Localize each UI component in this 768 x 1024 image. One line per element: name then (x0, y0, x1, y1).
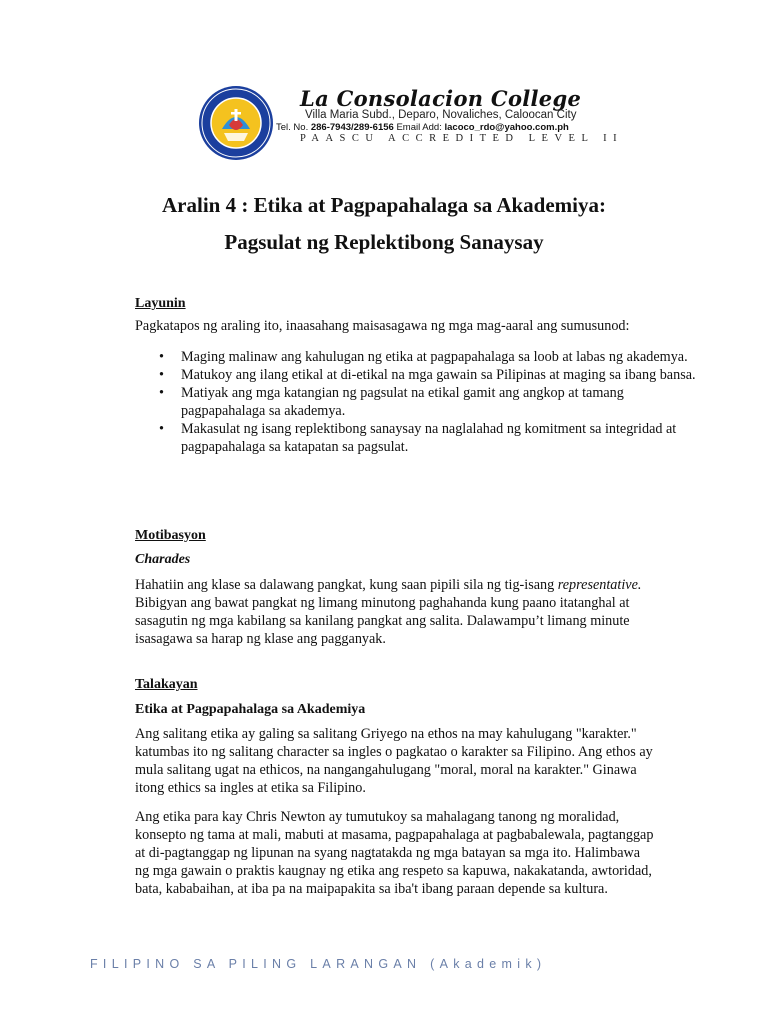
tel-number: 286-7943/289-6156 (310, 122, 394, 133)
charades-subheading: Charades (135, 552, 191, 567)
layunin-intro: Pagkatapos ng araling ito, inaasahang maisasagawa ng mga mag-aaral ang sumusunod: (135, 318, 630, 334)
talakayan-paragraph-1: Ang salitang etika ay galing sa salitang Griyego na ethos na may kahulugang "karakter." katumbas ito ng salitang character sa ingles o pagkatao o karakter sa Filipino. Ang ethos ay mula salitang ugat na ethicos, na nangangahulugang "moral, moral na karakter." Ginawa itong ethics sa ingles at etika sa Filipino. (135, 726, 653, 796)
lesson-title: Aralin 4 : Etika at Pagpapahalaga sa Akademiya: (162, 193, 606, 217)
representative-word: representative. (557, 577, 642, 593)
college-logo (198, 85, 274, 161)
email-label: Email Add: (396, 122, 442, 133)
list-item: • Matukoy ang ilang etikal at di-etikal na mga gawain sa Pilipinas at maging sa ibang bansa. (181, 366, 701, 384)
etika-subheading: Etika at Pagpapahalaga sa Akademiya (135, 702, 366, 717)
list-item: • Makasulat ng isang replektibong sanaysay na naglalahad ng komitment sa integridad at pagpapahalaga sa katapatan sa pagsulat. (181, 420, 701, 456)
page-footer: FILIPINO SA PILING LARANGAN (Akademik) (90, 957, 547, 971)
list-item: • Maging malinaw ang kahulugan ng etika at pagpapahalaga sa loob at labas ng akademya. (181, 348, 701, 366)
email-address: lacoco_rdo@yahoo.com.ph (444, 122, 569, 133)
talakayan-paragraph-2: Ang etika para kay Chris Newton ay tumutukoy sa mahalagang tanong ng moralidad, konsepto ng tama at mali, mabuti at masama, pagpapahalaga at pagbabalewala, pagtanggap at di-pagtanggap ng lipunan na syang nagtatakda ng mga batayan sa mga ito. Halimbawa ng mga gawain o praktis kaugnay ng etika ang respeto sa kapuwa, nakakatanda, awtoridad, bata, kababaihan, at iba pa na maipapakita sa iba't ibang paraan depende sa kultura. (135, 809, 654, 897)
layunin-heading: Layunin (135, 296, 186, 311)
motibasyon-text-start: Hahatiin ang klase sa dalawang pangkat, kung saan pipili sila ng tig-isang (135, 577, 558, 593)
accreditation-line: PAASCU ACCREDITED LEVEL II (300, 133, 624, 144)
list-item: • Matiyak ang mga katangian ng pagsulat na etikal gamit ang angkop at tamang pagpapahalaga sa akademya. (181, 384, 701, 420)
motibasyon-heading: Motibasyon (135, 528, 206, 543)
motibasyon-paragraph (135, 576, 655, 648)
talakayan-heading: Talakayan (135, 677, 198, 692)
college-address: Villa Maria Subd., Deparo, Novaliches, Caloocan City (305, 109, 577, 121)
college-name: La Consolacion College (300, 86, 582, 111)
objectives-list (135, 348, 701, 456)
motibasyon-text-rest: Bibigyan ang bawat pangkat ng limang minutong paghahanda kung paano itatanghal at sasagutin ng mga kabilang sa kanilang pangkat ang salita. Dalawampu’t limang minute isasagawa sa harap ng klase ang pagganyak. (135, 595, 630, 647)
lesson-subtitle: Pagsulat ng Replektibong Sanaysay (224, 230, 544, 254)
contact-line (276, 122, 569, 133)
tel-label: Tel. No. (276, 122, 309, 133)
